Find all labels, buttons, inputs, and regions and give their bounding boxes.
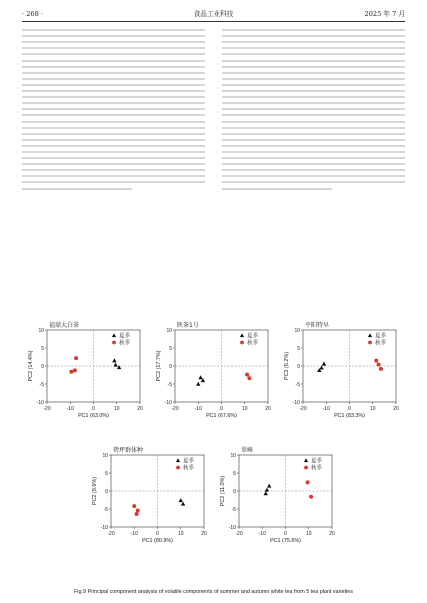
text-line-placeholder <box>222 139 405 141</box>
figure-svg <box>22 318 405 568</box>
panel-title: 福鼎大白茶 <box>49 322 80 329</box>
text-line-placeholder <box>222 169 405 171</box>
x-axis-label: PC1 (83.3%) <box>334 413 365 419</box>
panel-title: 平阳特早 <box>305 322 330 329</box>
x-tick-label: -20 <box>299 406 307 412</box>
legend-marker-circle <box>176 466 180 470</box>
text-line-placeholder <box>22 108 205 110</box>
right-text-column <box>222 25 405 300</box>
figure-9-pca-panels <box>22 318 405 568</box>
legend-marker-circle <box>240 341 244 345</box>
legend-label: 夏季 <box>311 458 322 465</box>
data-point-circle <box>309 495 313 499</box>
text-line-placeholder <box>222 96 405 98</box>
pca-panel-4 <box>92 446 207 544</box>
x-tick-label: 10 <box>177 531 184 537</box>
data-point-circle <box>306 480 310 484</box>
panel-title: 碧坪群体种 <box>113 447 144 454</box>
legend-label: 夏季 <box>119 333 130 340</box>
text-line-placeholder <box>22 66 205 68</box>
text-line-placeholder <box>22 157 205 159</box>
x-axis-label: PC1 (75.6%) <box>270 538 301 544</box>
figure-caption-english: Fig.9 Principal component analysis of volatile components of summer and autumn white tea from 5 tea plant varieties <box>74 589 353 595</box>
text-line-placeholder <box>222 163 405 165</box>
y-tick-label: 10 <box>230 452 236 459</box>
y-axis-label: PC2 (6.2%) <box>284 352 290 380</box>
data-point-triangle <box>113 363 117 367</box>
text-line-placeholder <box>22 41 205 43</box>
text-line-placeholder <box>22 102 205 104</box>
text-line-placeholder <box>222 108 405 110</box>
legend-label: 夏季 <box>375 333 386 340</box>
data-point-circle <box>132 504 136 508</box>
text-line-placeholder <box>222 133 405 135</box>
data-point-triangle <box>265 488 269 492</box>
text-line-placeholder <box>22 145 205 147</box>
y-tick-label: -10 <box>292 399 300 406</box>
text-line-placeholder <box>22 151 205 153</box>
y-tick-label: 10 <box>38 327 44 334</box>
data-point-circle <box>245 373 249 377</box>
text-line-placeholder <box>22 127 205 129</box>
data-point-triangle <box>181 502 185 506</box>
text-line-placeholder <box>222 29 405 31</box>
text-line-placeholder <box>22 90 205 92</box>
x-tick-label: -20 <box>107 531 115 537</box>
text-line-placeholder <box>22 78 205 80</box>
y-tick-label: -10 <box>100 524 108 531</box>
x-tick-label: 20 <box>329 531 335 537</box>
x-tick-label: 10 <box>305 531 312 537</box>
panel-title: 陕茶1号 <box>177 322 199 329</box>
y-axis-label: PC2 (14.4%) <box>28 350 34 382</box>
text-line-placeholder <box>22 188 132 190</box>
legend-label: 秋季 <box>247 340 258 347</box>
data-point-circle <box>247 376 251 380</box>
x-tick-label: 10 <box>113 406 120 412</box>
y-tick-label: 0 <box>169 363 172 370</box>
legend-label: 秋季 <box>311 465 322 472</box>
y-tick-label: 0 <box>41 363 44 370</box>
left-text-column <box>22 25 205 300</box>
text-line-placeholder <box>222 84 405 86</box>
text-line-placeholder <box>222 47 405 49</box>
data-point-circle <box>74 356 78 360</box>
legend-marker-triangle <box>112 333 116 337</box>
x-tick-label: 10 <box>241 406 248 412</box>
x-tick-label: 20 <box>137 406 143 412</box>
x-tick-label: -10 <box>258 531 266 537</box>
text-line-placeholder <box>22 60 205 62</box>
text-line-placeholder <box>222 175 405 177</box>
panel-title: 翠峰 <box>241 447 254 454</box>
text-line-placeholder <box>222 66 405 68</box>
text-line-placeholder <box>222 60 405 62</box>
legend-marker-circle <box>368 341 372 345</box>
data-point-triangle <box>196 382 200 386</box>
text-line-placeholder <box>22 53 205 55</box>
data-point-triangle <box>264 491 268 495</box>
legend-label: 夏季 <box>247 333 258 340</box>
x-tick-label: 20 <box>393 406 399 412</box>
y-tick-label: -5 <box>231 506 236 513</box>
x-tick-label: 20 <box>201 531 207 537</box>
text-line-placeholder <box>222 181 405 183</box>
y-tick-label: 0 <box>233 488 236 495</box>
page-number: · 268 · <box>22 10 43 18</box>
data-point-circle <box>136 508 140 512</box>
text-line-placeholder <box>22 35 205 37</box>
x-axis-label: PC1 (80.9%) <box>142 538 173 544</box>
text-line-placeholder <box>22 181 205 183</box>
journal-name: 食品工业科技 <box>193 10 234 18</box>
y-tick-label: 10 <box>294 327 300 334</box>
y-tick-label: -10 <box>228 524 236 531</box>
text-line-placeholder <box>22 175 205 177</box>
text-line-placeholder <box>222 157 405 159</box>
y-axis-label: PC2 (8.6%) <box>92 477 98 505</box>
x-tick-label: 0 <box>284 531 287 537</box>
text-line-placeholder <box>22 114 205 116</box>
legend-marker-triangle <box>176 458 180 462</box>
legend-label: 秋季 <box>119 340 130 347</box>
header-rule <box>22 21 405 22</box>
left-column-placeholder-lines <box>22 25 205 300</box>
x-tick-label: -10 <box>322 406 330 412</box>
data-point-circle <box>374 359 378 363</box>
legend-marker-triangle <box>368 333 372 337</box>
legend-label: 秋季 <box>375 340 386 347</box>
text-line-placeholder <box>22 169 205 171</box>
x-axis-label: PC1 (67.6%) <box>206 413 237 419</box>
pca-panel-1 <box>28 321 143 419</box>
data-point-circle <box>73 368 77 372</box>
legend-label: 秋季 <box>183 465 194 472</box>
text-line-placeholder <box>222 188 332 190</box>
data-point-circle <box>377 363 381 367</box>
y-axis-label: PC2 (17.7%) <box>156 350 162 382</box>
text-line-placeholder <box>22 72 205 74</box>
x-tick-label: -20 <box>43 406 51 412</box>
pca-panel-5 <box>220 446 335 544</box>
data-point-triangle <box>112 358 116 362</box>
y-tick-label: -5 <box>39 381 44 388</box>
pca-panel-3 <box>284 321 399 419</box>
text-line-placeholder <box>22 29 205 31</box>
text-line-placeholder <box>222 114 405 116</box>
x-tick-label: 0 <box>220 406 223 412</box>
text-line-placeholder <box>22 96 205 98</box>
y-tick-label: 5 <box>105 470 108 477</box>
pca-panel-2 <box>156 321 271 419</box>
text-line-placeholder <box>222 127 405 129</box>
y-tick-label: 5 <box>297 345 300 352</box>
text-line-placeholder <box>22 163 205 165</box>
y-tick-label: 10 <box>166 327 172 334</box>
y-tick-label: -10 <box>164 399 172 406</box>
text-line-placeholder <box>22 121 205 123</box>
y-tick-label: 5 <box>169 345 172 352</box>
y-axis-label: PC2 (11.0%) <box>220 475 226 507</box>
text-line-placeholder <box>222 145 405 147</box>
legend-marker-circle <box>112 341 116 345</box>
legend-marker-circle <box>304 466 308 470</box>
legend-marker-triangle <box>304 458 308 462</box>
text-line-placeholder <box>222 53 405 55</box>
x-tick-label: -20 <box>235 531 243 537</box>
y-tick-label: -5 <box>103 506 108 513</box>
text-line-placeholder <box>222 35 405 37</box>
legend-marker-triangle <box>240 333 244 337</box>
x-tick-label: 10 <box>369 406 376 412</box>
data-point-triangle <box>267 484 271 488</box>
text-line-placeholder <box>222 72 405 74</box>
x-tick-label: -10 <box>194 406 202 412</box>
data-point-triangle <box>198 375 202 379</box>
x-tick-label: 0 <box>348 406 351 412</box>
text-line-placeholder <box>222 102 405 104</box>
y-tick-label: -10 <box>36 399 44 406</box>
text-line-placeholder <box>222 90 405 92</box>
x-tick-label: -10 <box>66 406 74 412</box>
data-point-circle <box>379 367 383 371</box>
text-line-placeholder <box>22 47 205 49</box>
right-column-placeholder-lines <box>222 25 405 300</box>
text-line-placeholder <box>222 151 405 153</box>
data-point-triangle <box>319 366 323 370</box>
running-header <box>22 9 405 20</box>
data-point-circle <box>135 512 139 516</box>
y-tick-label: 5 <box>233 470 236 477</box>
issue-date: 2025 年 7 月 <box>364 10 405 18</box>
data-point-triangle <box>179 498 183 502</box>
text-line-placeholder <box>22 139 205 141</box>
text-line-placeholder <box>222 41 405 43</box>
x-tick-label: 0 <box>92 406 95 412</box>
y-tick-label: -5 <box>295 381 300 388</box>
y-tick-label: -5 <box>167 381 172 388</box>
y-tick-label: 10 <box>102 452 108 459</box>
legend-label: 夏季 <box>183 458 194 465</box>
y-tick-label: 0 <box>105 488 108 495</box>
data-point-triangle <box>322 362 326 366</box>
y-tick-label: 5 <box>41 345 44 352</box>
data-point-circle <box>69 370 73 374</box>
x-tick-label: 0 <box>156 531 159 537</box>
x-tick-label: -10 <box>130 531 138 537</box>
x-tick-label: -20 <box>171 406 179 412</box>
data-point-triangle <box>117 365 121 369</box>
text-line-placeholder <box>22 133 205 135</box>
x-axis-label: PC1 (63.0%) <box>78 413 109 419</box>
y-tick-label: 0 <box>297 363 300 370</box>
text-line-placeholder <box>222 121 405 123</box>
text-line-placeholder <box>222 78 405 80</box>
text-line-placeholder <box>22 84 205 86</box>
x-tick-label: 20 <box>265 406 271 412</box>
